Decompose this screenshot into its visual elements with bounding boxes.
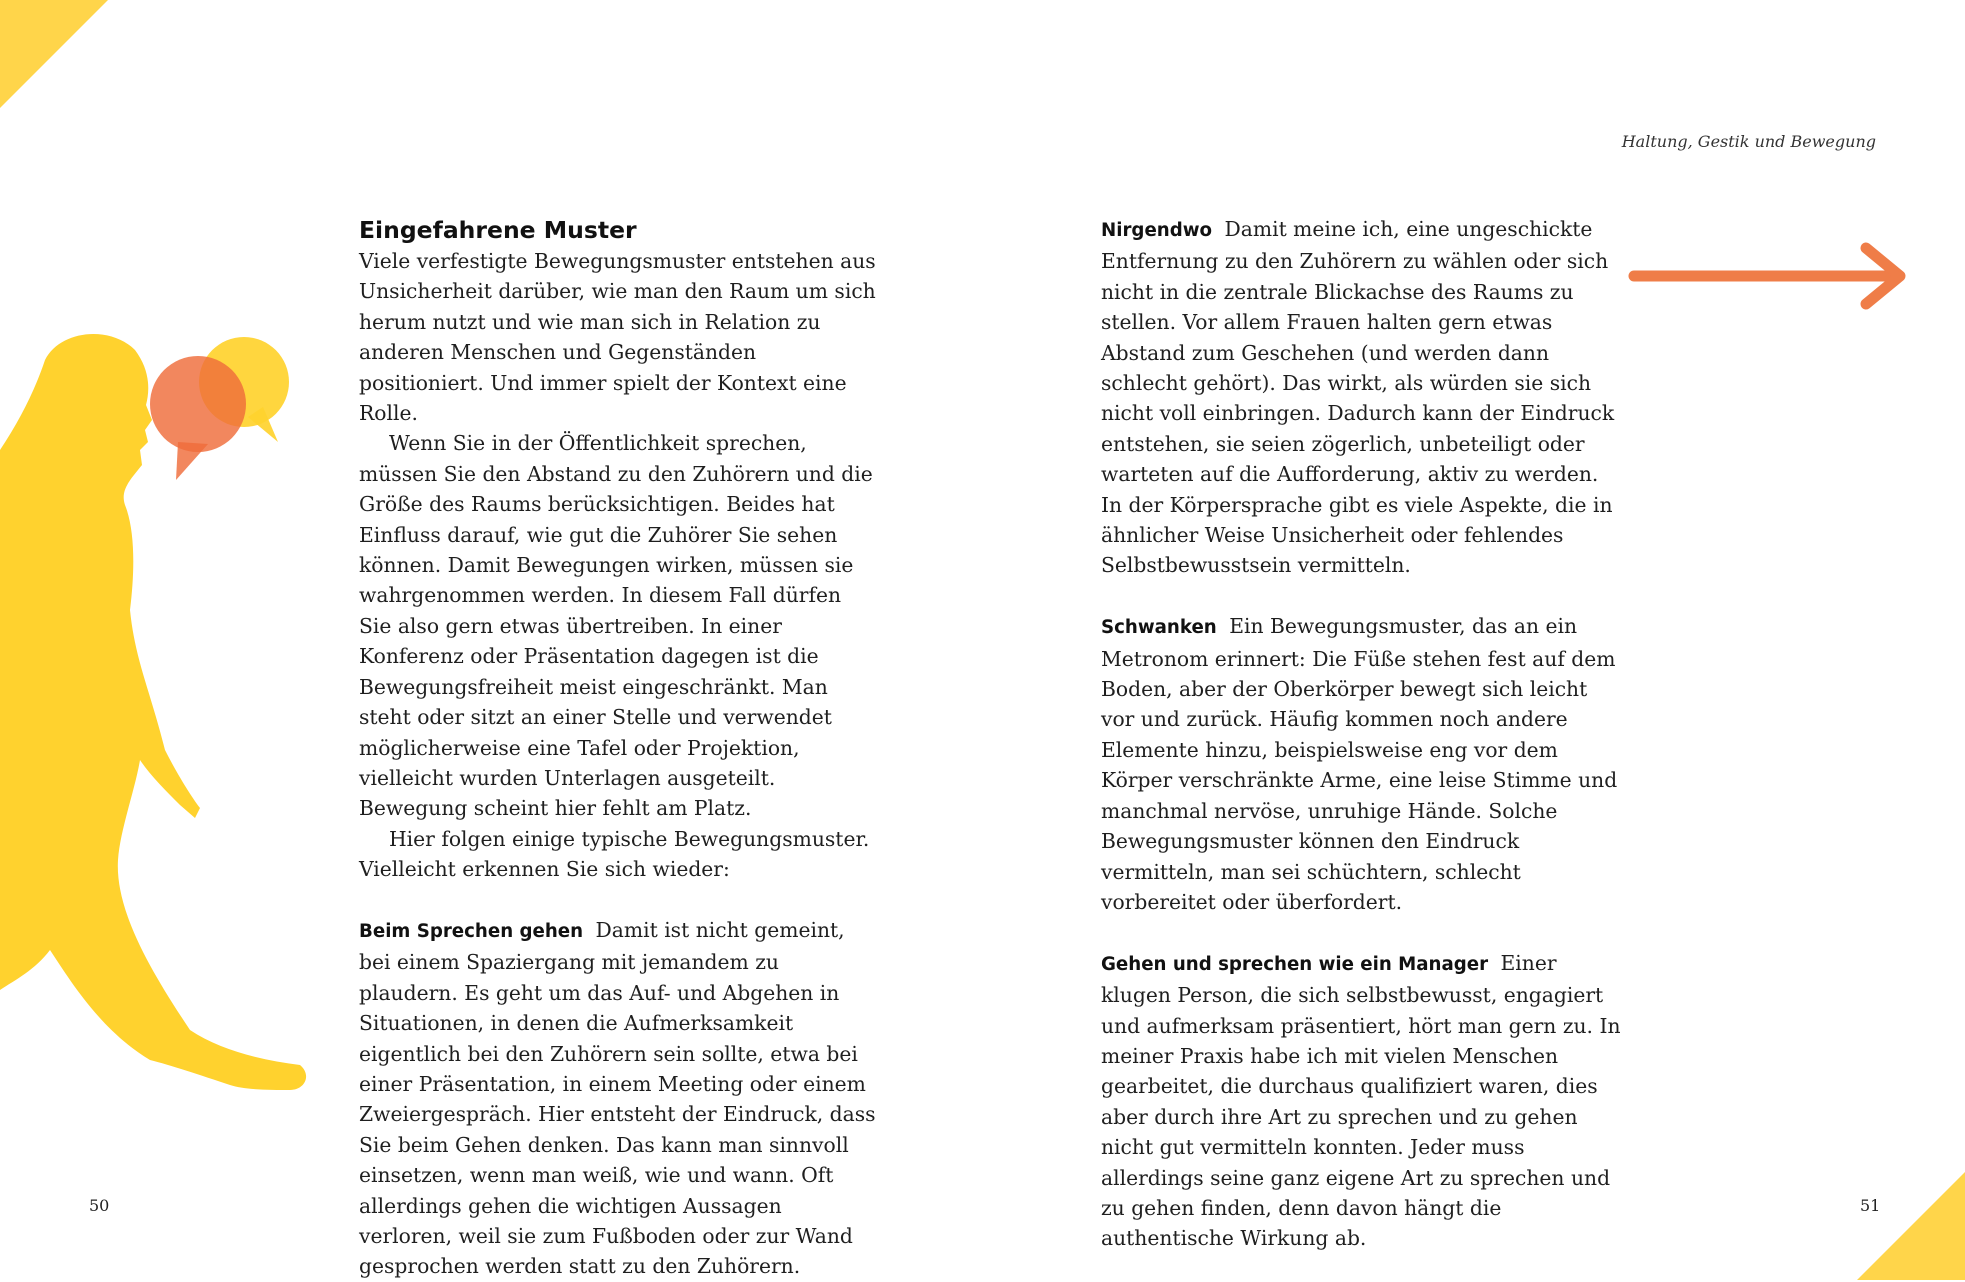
right-column — [1101, 214, 1621, 1254]
pattern-entry-walking — [359, 915, 879, 1282]
paragraph: Viele verfestigte Bewegungsmuster entstehen aus Unsicherheit darüber, wie man den Raum um sich herum nutzt und wie man sich in Relation zu anderen Menschen und Gegenständen positioniert. Und immer spielt der Kontext eine Rolle. — [359, 249, 876, 426]
pattern-term: Schwanken — [1101, 617, 1217, 639]
page-number-right: 51 — [1860, 1196, 1881, 1215]
pattern-text: Einer klugen Person, die sich selbstbewusst, engagiert und aufmerksam präsentiert, hört man gern zu. In meiner Praxis habe ich mit vielen Menschen gearbeitet, die durchaus qualifiziert waren, dies aber durch ihre Art zu sprechen und zu gehen nicht gut vermitteln konnten. Jeder muss allerdings seine ganz eigene Art zu sprechen und zu gehen finden, denn davon hängt die authentische Wirkung ab. — [1101, 950, 1621, 1251]
pattern-entry-nowhere — [1101, 214, 1621, 581]
left-column — [359, 214, 879, 1282]
corner-triangle-top-left — [0, 0, 108, 108]
pattern-term: Gehen und sprechen wie ein Manager — [1101, 953, 1489, 975]
pattern-entry-manager — [1101, 948, 1621, 1254]
pattern-text: Ein Bewegungsmuster, das an ein Metronom erinnert: Die Füße stehen fest auf dem Boden, aber der Oberkörper bewegt sich leicht vor und zurück. Häufig kommen noch andere Elemente hinzu, beispielsweise eng vor dem Körper verschränkte Arme, eine leise Stimme und manchmal nervöse, unruhige Hände. Solche Bewegungsmuster können den Eindruck vermitteln, man sei schüchtern, schlecht vorbereitet oder überfordert. — [1101, 614, 1618, 914]
paragraph: Hier folgen einige typische Bewegungsmuster. Vielleicht erkennen Sie sich wieder: — [359, 826, 870, 882]
paragraph: Wenn Sie in der Öffentlichkeit sprechen, müssen Sie den Abstand zu den Zuhörern und die Größe des Raums berücksichtigen. Beides hat Einfluss darauf, wie gut die Zuhörer Sie sehen können. Damit Bewegungen wirken, müssen sie wahrgenommen werden. In diesem Fall dürfen Sie also gern etwas übertreiben. In einer Konferenz oder Präsentation dagegen ist die Bewegungsfreiheit meist eingeschränkt. Man steht oder sitzt an einer Stelle und verwendet möglicherweise eine Tafel oder Projektion, vielleicht wurden Unterlagen ausgeteilt. Bewegung scheint hier fehlt am Platz. — [359, 431, 873, 821]
speech-bubbles-icon — [148, 332, 298, 482]
pattern-text: Damit ist nicht gemeint, bei einem Spaziergang mit jemandem zu plaudern. Es geht um das Auf- und Abgehen in Situationen, in denen die Aufmerksamkeit eigentlich bei den Zuhörern sein sollte, etwa bei einer Präsentation, in einem Meeting oder einem Zweiergespräch. Hier entsteht der Eindruck, dass Sie beim Gehen denken. Das kann man sinnvoll einsetzen, wenn man weiß, wie und wann. Oft allerdings gehen die wichtigen Aussagen verloren, weil sie zum Fußboden oder zur Wand gesprochen werden statt zu den Zuhörern. — [359, 917, 876, 1279]
pattern-text: Damit meine ich, eine ungeschickte Entfernung zu den Zuhörern zu wählen oder sich nicht in die zentrale Blickachse des Raums zu stellen. Vor allem Frauen halten gern etwas Abstand zum Geschehen (und werden dann schlecht gehört). Das wirkt, als würden sie sich nicht voll einbringen. Dadurch kann der Eindruck entstehen, sie seien zögerlich, unbeteiligt oder warteten auf die Aufforderung, aktiv zu werden. In der Körpersprache gibt es viele Aspekte, die in ähnlicher Weise Unsicherheit oder fehlendes Selbstbewusstsein vermitteln. — [1101, 217, 1615, 578]
page-number-left: 50 — [89, 1196, 110, 1215]
pattern-term: Nirgendwo — [1101, 220, 1213, 241]
pattern-term: Beim Sprechen gehen — [359, 920, 584, 942]
pattern-entry-swaying — [1101, 611, 1621, 917]
corner-triangle-bottom-right — [1857, 1172, 1965, 1280]
section-heading: Eingefahrene Muster — [359, 216, 637, 244]
running-head: Haltung, Gestik und Bewegung — [1621, 132, 1876, 151]
arrow-right-icon — [1626, 240, 1916, 312]
